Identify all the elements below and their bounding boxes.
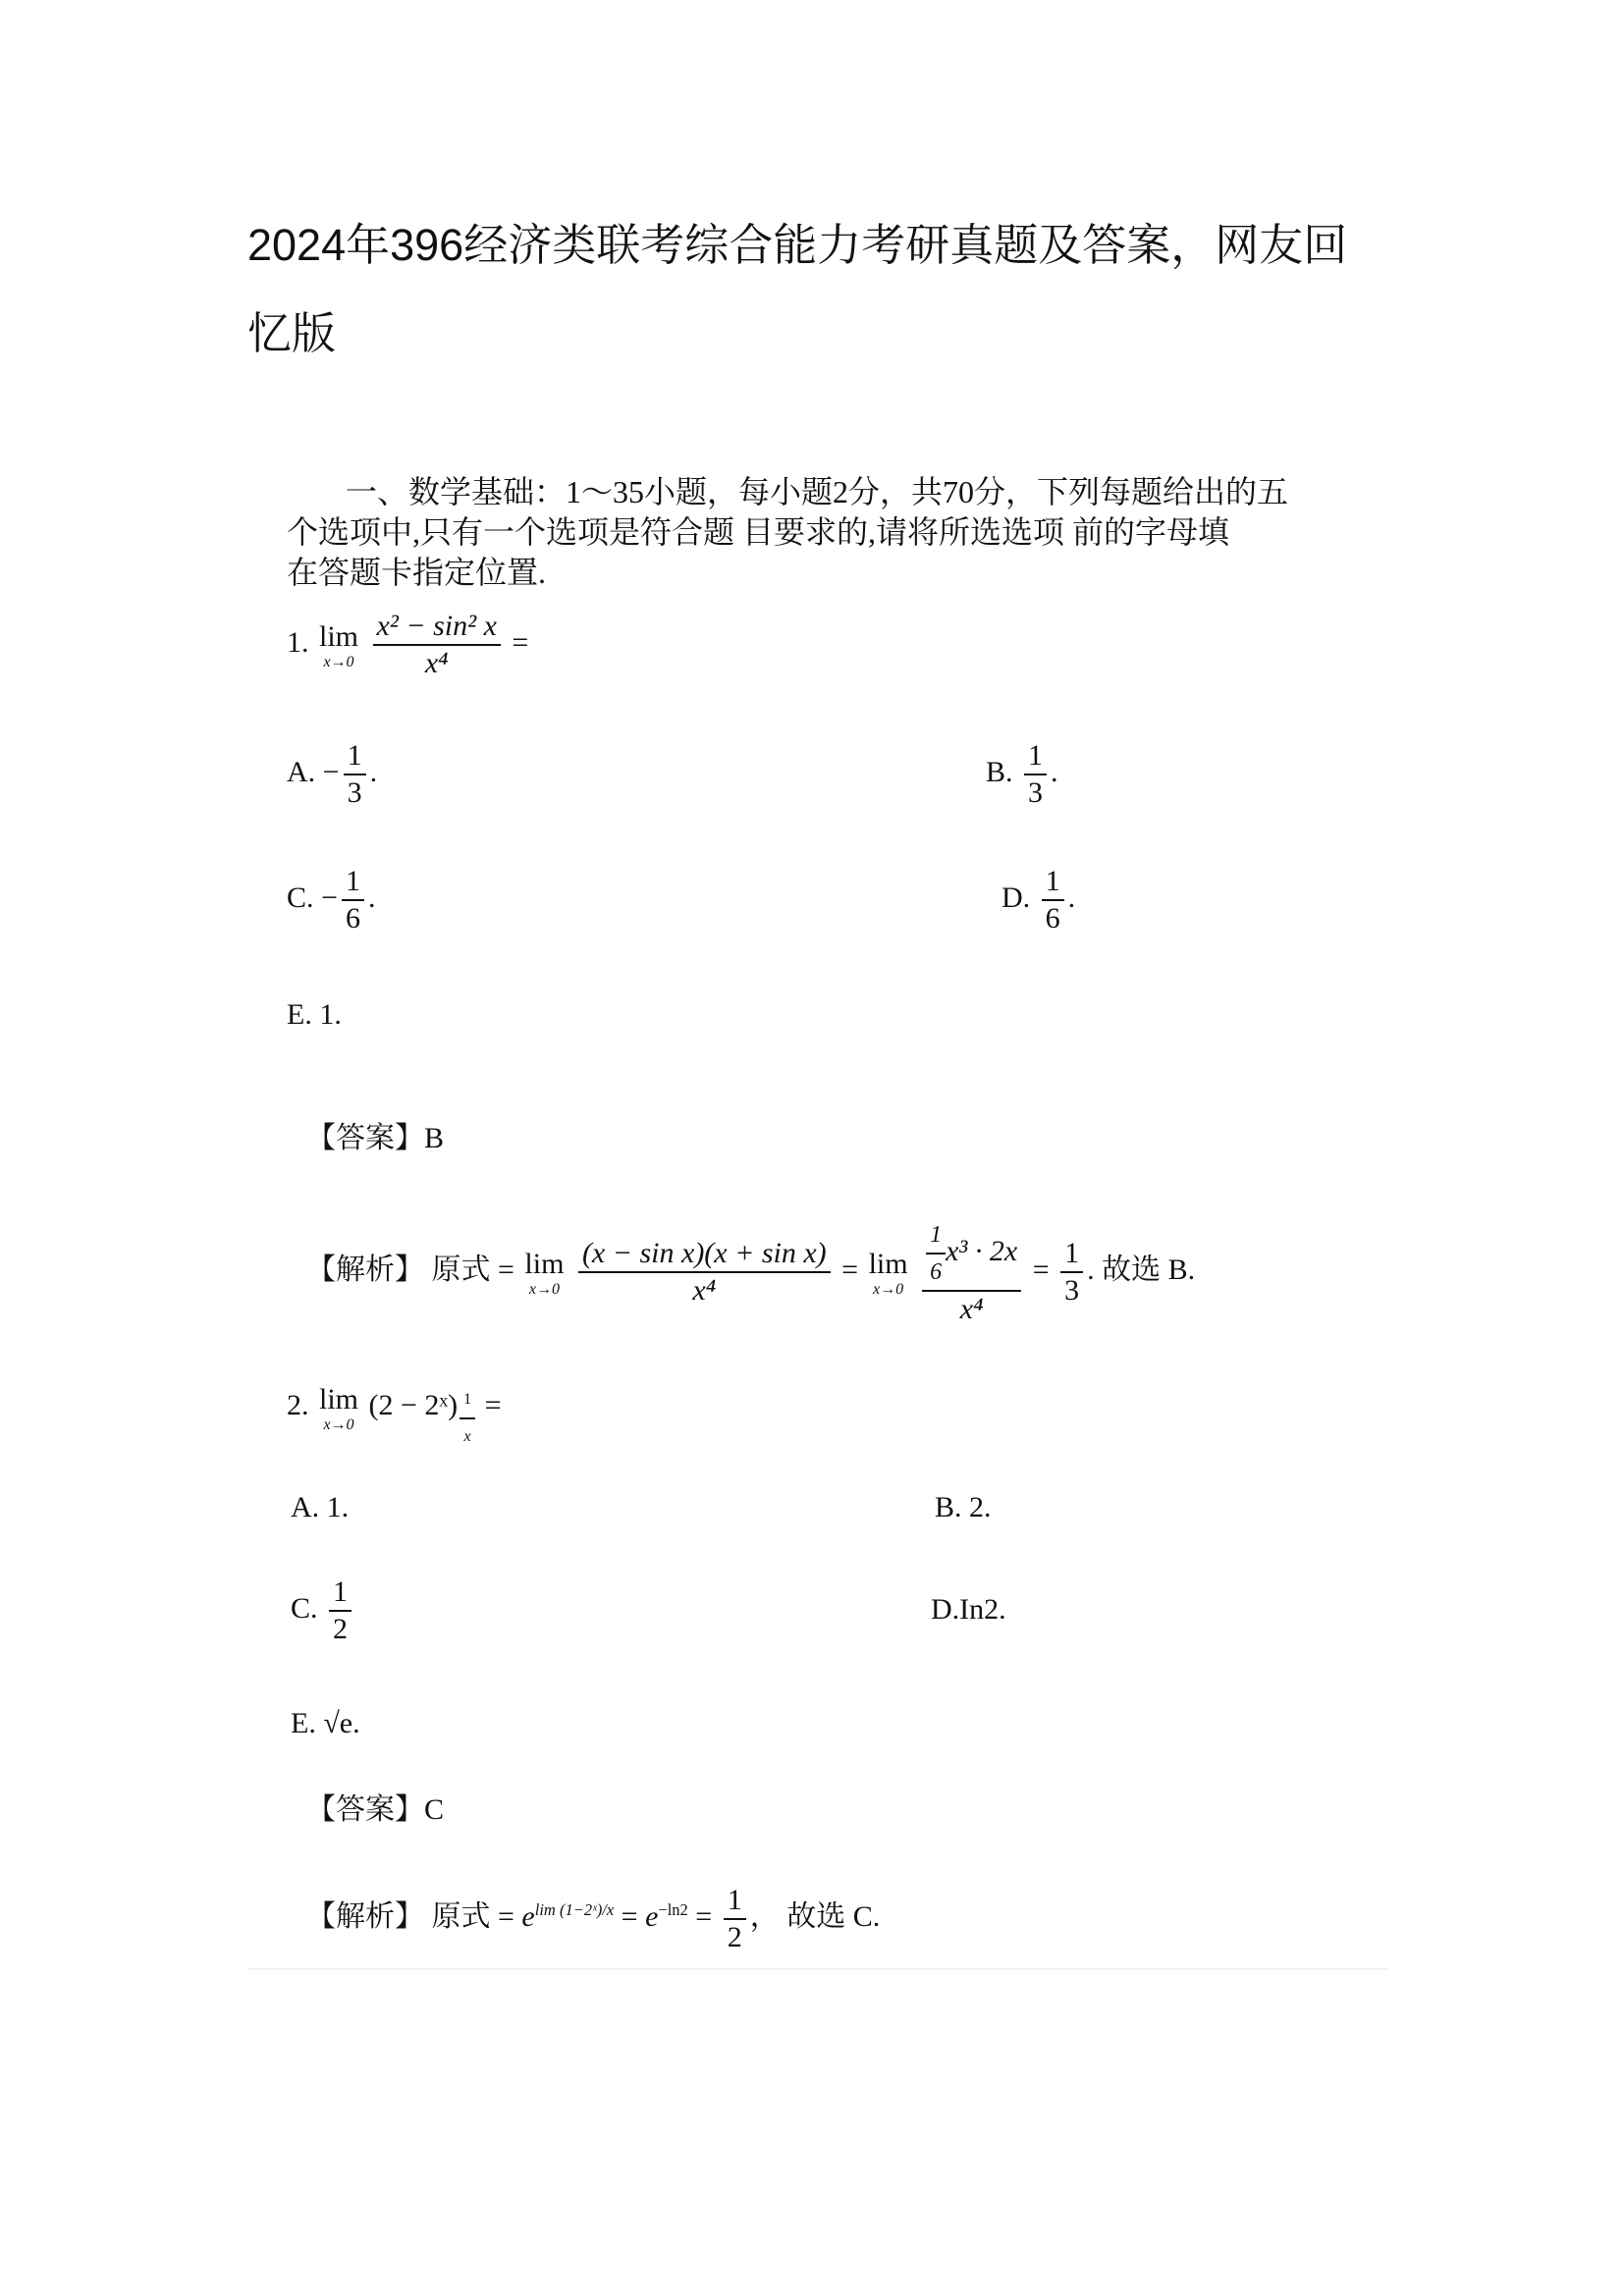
question-1-fraction [373, 609, 501, 681]
q2-answer-value: C [424, 1793, 445, 1826]
q1-option-d: D. $\frac{1}{6}$ . [1001, 865, 1076, 934]
q2-analysis: 【解析】 原式 = $e^{lim (1-2ˣ)/x} = e^{-ln2}$ = $\frac{1}{2}$ ， 故选 C. [306, 1884, 881, 1953]
q1-option-e: E. 1. [287, 998, 342, 1031]
question-2-exponent: $\frac{1}{x}$ [460, 1382, 475, 1455]
q2-option-e: E. √e. [291, 1707, 360, 1739]
q1-answer-value: B [424, 1122, 445, 1154]
q1-option-c: C. − $\frac{1}{6}$ . [287, 865, 376, 934]
q2-analysis-label: 【解析】 [306, 1899, 424, 1933]
q2-answer [306, 1792, 444, 1828]
intro-line-3: 在答题卡指定位置. [287, 555, 547, 590]
intro-line-1: 一、数学基础：1～35小题，每小题2分，共70分，下列每题给出的五 [346, 474, 1289, 509]
q2-option-a: A. 1. [291, 1491, 350, 1523]
q2-option-d: D.In2. [931, 1593, 1006, 1626]
document-title: 2024年396经济类联考综合能力考研真题及答案，网友回忆版 [247, 220, 1348, 358]
bottom-divider [247, 1968, 1388, 1970]
question-1-equals: = [512, 625, 529, 659]
q1-analysis-label: 【解析】 [306, 1253, 424, 1286]
question-1-numerator: x² − sin² x [373, 609, 501, 646]
q1-answer-label: 【答案】 [306, 1122, 424, 1154]
question-2-number: 2. [287, 1389, 309, 1421]
q1-answer [306, 1121, 444, 1156]
question-2-expression: (2 − 2ˣ) [368, 1389, 459, 1421]
q2-answer-label: 【答案】 [306, 1793, 424, 1826]
intro-line-2: 个选项中,只有一个选项是符合题 目要求的,请将所选选项 前的字母填 [287, 514, 1230, 550]
question-1-denominator: x⁴ [424, 647, 449, 679]
question-1-number: 1. [287, 625, 309, 659]
q1-option-a: A. − $\frac{1}{3}$ . [287, 739, 378, 809]
question-2: 2. lim x→0 (2 − 2ˣ) $\frac{1}{x}$ = [287, 1382, 502, 1455]
q2-option-c: C. $\frac{1}{2}$ [291, 1575, 355, 1647]
q1-analysis: 【解析】 原式 = lim x→0 $\frac{\text{(x − sin x)(x + sin x)}}{\text{x⁴}}$ = lim x→0 $\frac{1}{6}$ x³ · 2x x⁴ = $\frac{1}{3}$ . 故选 B. [306, 1217, 1195, 1327]
question-1-limit: lim x→0 [319, 620, 359, 670]
question-1 [287, 609, 528, 681]
q1-option-b: B. $\frac{1}{3}$ . [986, 739, 1058, 809]
q2-option-b: B. 2. [935, 1491, 992, 1523]
